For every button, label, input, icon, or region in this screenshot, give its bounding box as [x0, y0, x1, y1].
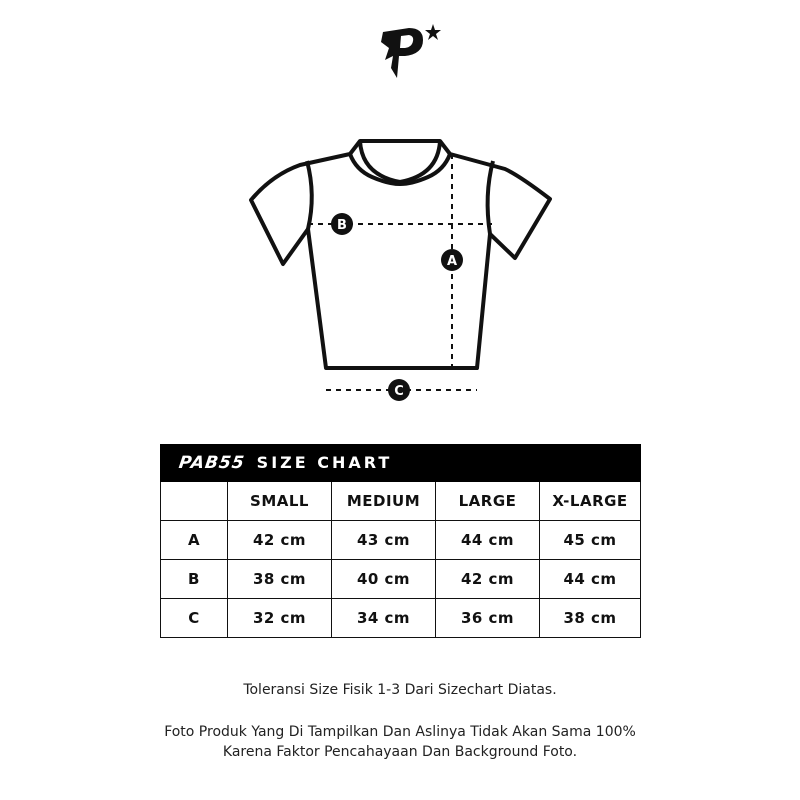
tolerance-note: Toleransi Size Fisik 1-3 Dari Sizechart Diatas. — [243, 682, 557, 698]
measure-lines — [308, 154, 492, 390]
row-label: C — [161, 599, 228, 638]
table-row — [161, 521, 641, 560]
table-row — [161, 560, 641, 599]
brand-wordmark: PAB55 — [177, 453, 247, 473]
tshirt-outline — [251, 141, 550, 368]
table-cell: 38 cm — [540, 599, 641, 638]
table-cell: 36 cm — [436, 599, 540, 638]
disclaimer-line-2: Karena Faktor Pencahayaan Dan Background Foto. — [222, 744, 578, 760]
column-header-large: LARGE — [436, 482, 540, 521]
row-label: B — [161, 560, 228, 599]
column-header-xlarge: X-LARGE — [540, 482, 641, 521]
tshirt-diagram — [230, 130, 570, 410]
marker-b — [331, 213, 353, 235]
row-label: A — [161, 521, 228, 560]
table-header-row — [161, 482, 641, 521]
p-star-logo-icon — [375, 20, 445, 85]
table-cell: 38 cm — [228, 560, 332, 599]
table-cell: 43 cm — [332, 521, 436, 560]
marker-c — [388, 379, 410, 401]
column-header-medium: MEDIUM — [332, 482, 436, 521]
disclaimer-line-1: Foto Produk Yang Di Tampilkan Dan Aslinya Tidak Akan Sama 100% — [164, 724, 636, 740]
table-cell: 42 cm — [436, 560, 540, 599]
table-cell: 32 cm — [228, 599, 332, 638]
table-title-row — [161, 445, 641, 482]
table-row — [161, 599, 641, 638]
table-cell: 42 cm — [228, 521, 332, 560]
column-header-empty — [161, 482, 228, 521]
marker-a — [441, 249, 463, 271]
chart-title: SIZE CHART — [256, 453, 393, 472]
marker-a-label: A — [446, 254, 458, 269]
column-header-small: SMALL — [228, 482, 332, 521]
marker-b-label: B — [337, 218, 347, 233]
table-cell: 44 cm — [436, 521, 540, 560]
table-cell: 40 cm — [332, 560, 436, 599]
table-cell: 45 cm — [540, 521, 641, 560]
marker-c-label: C — [394, 384, 404, 399]
table-cell: 34 cm — [332, 599, 436, 638]
table-cell: 44 cm — [540, 560, 641, 599]
table-title-cell — [161, 445, 641, 482]
size-chart-table — [160, 444, 641, 638]
